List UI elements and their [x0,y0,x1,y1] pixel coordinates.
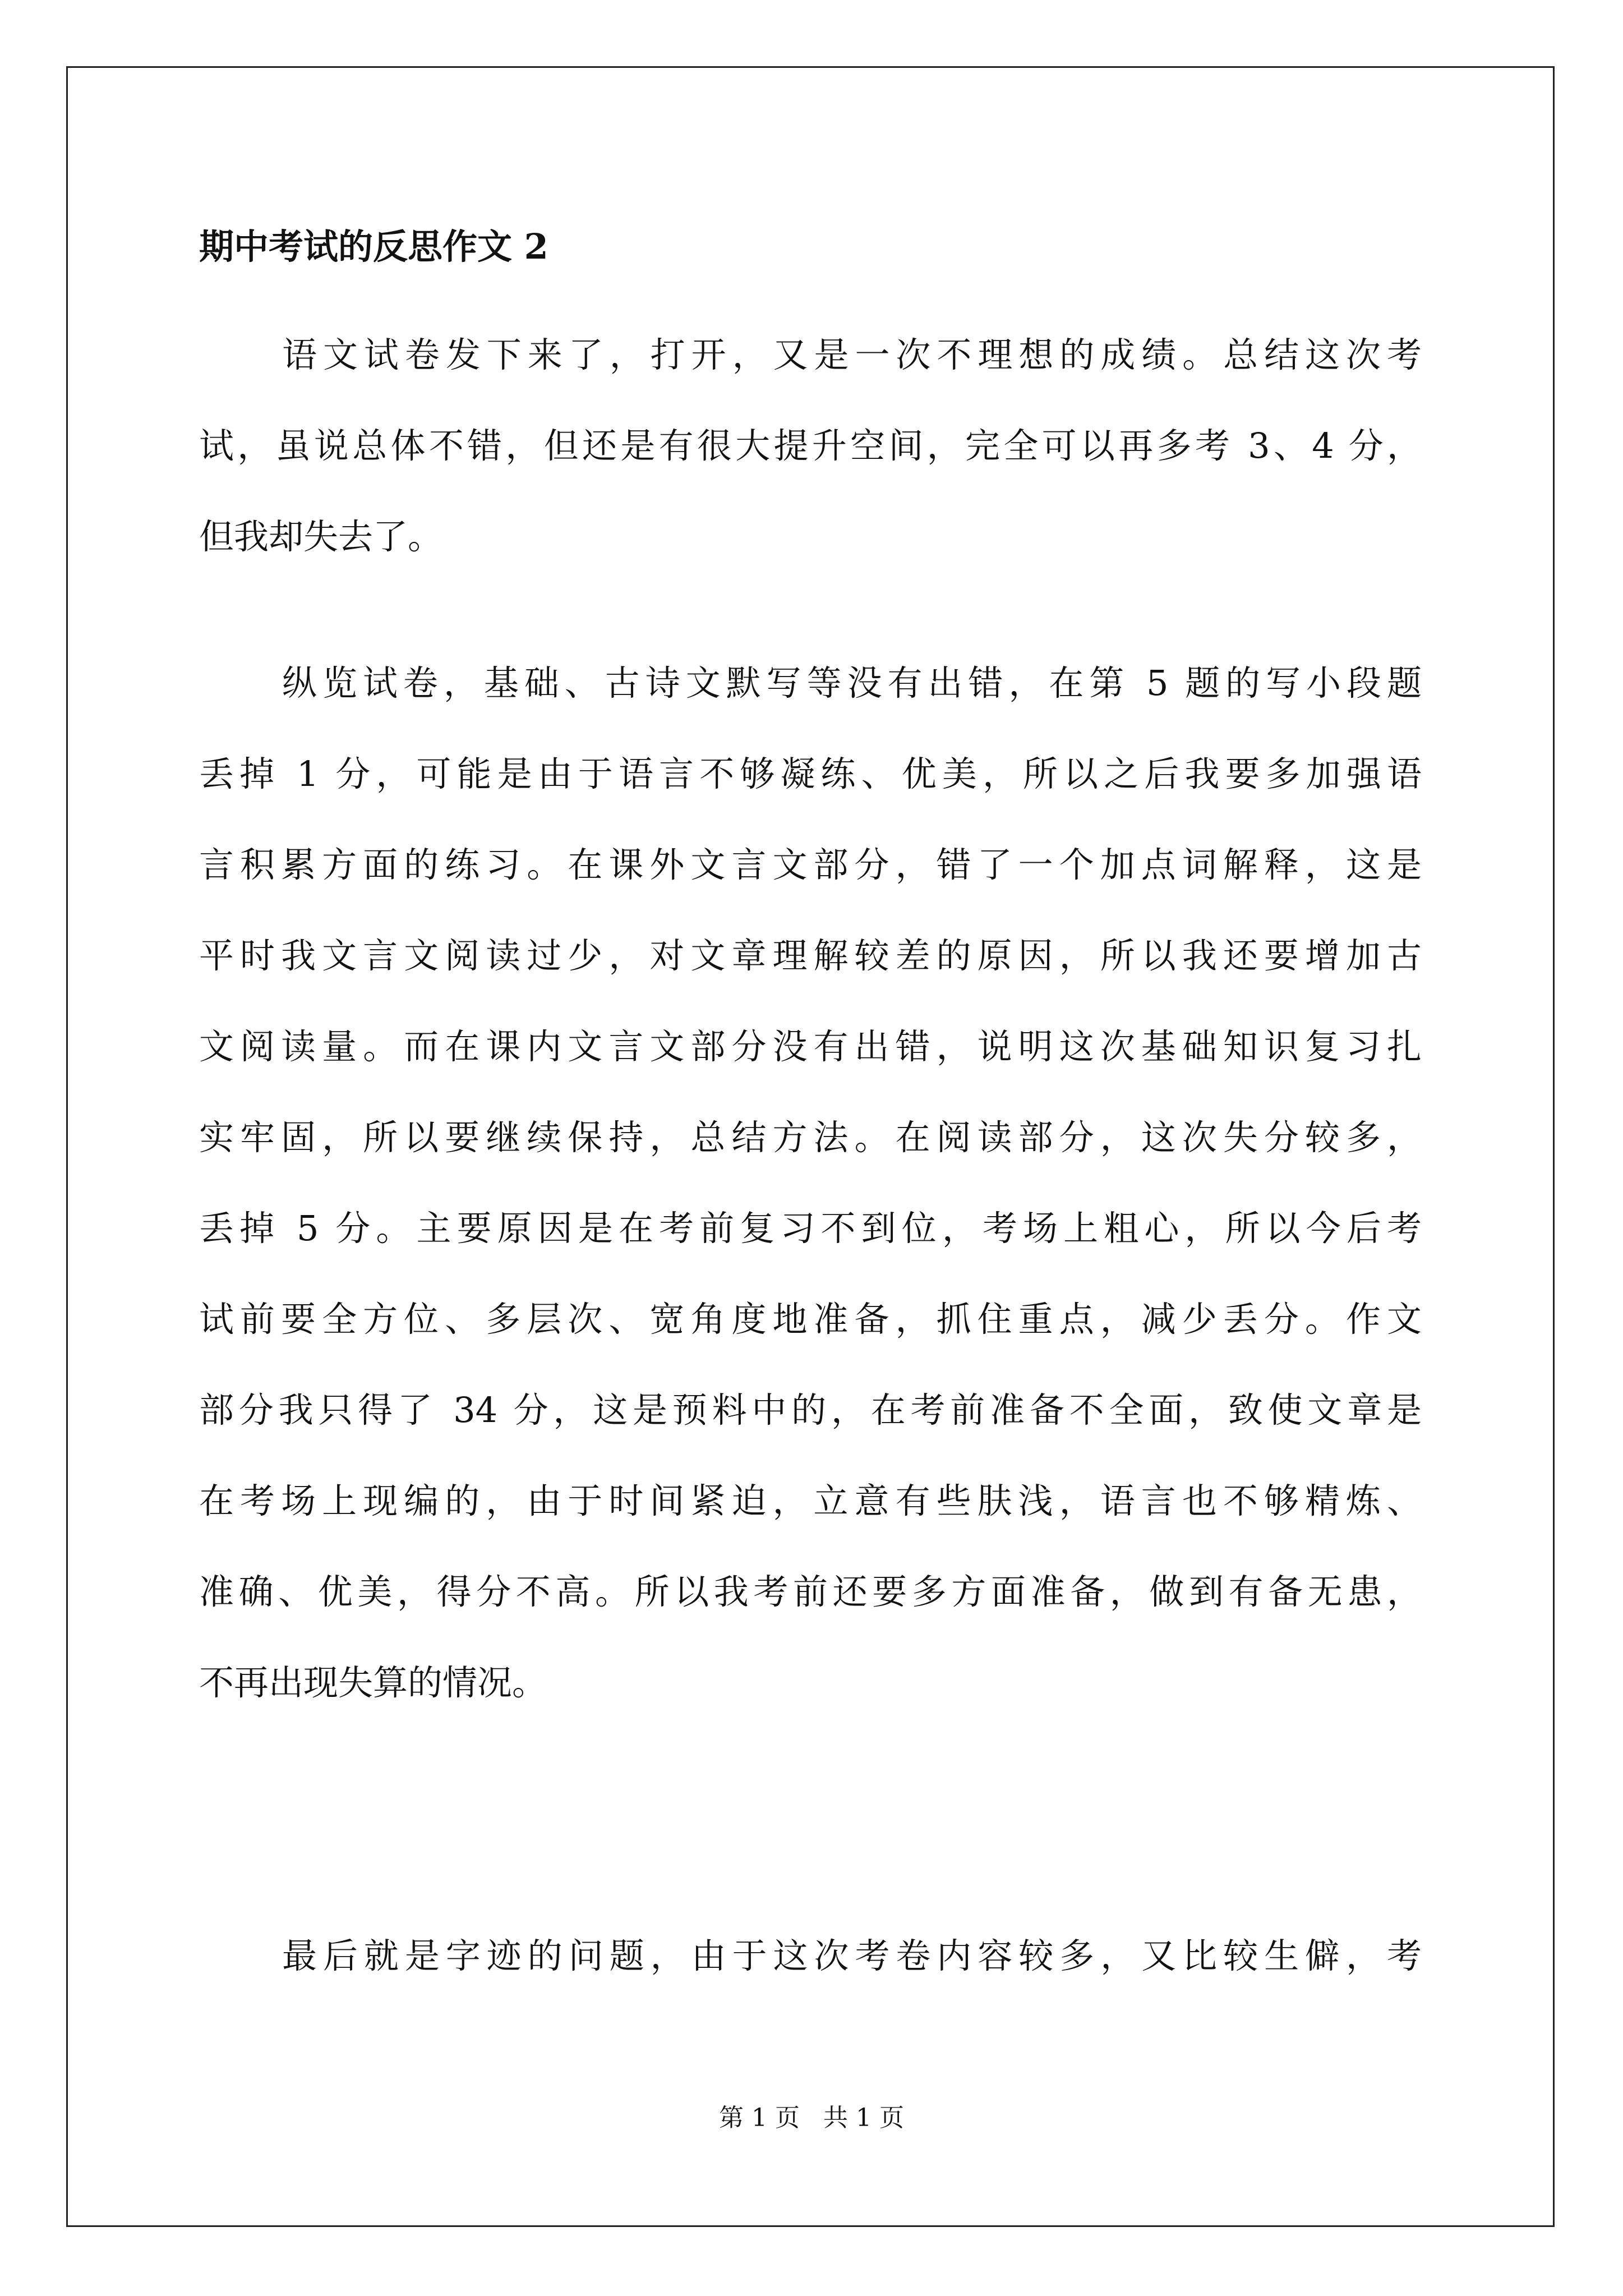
text-line: 试前要全方位、多层次、宽角度地准备，抓住重点，减少丢分。作文 [199,1299,1422,1340]
text-line: 准确、优美，得分不高。所以我考前还要多方面准备，做到有备无患， [199,1571,1422,1612]
page-footer: 第 1 页 共 1 页 [719,2104,904,2132]
document-title: 期中考试的反思作文 2 [199,226,548,267]
text-line: 但我却失去了。 [199,516,443,557]
text-line: 丢掉 1 分，可能是由于语言不够凝练、优美，所以之后我要多加强语 [199,753,1422,794]
paragraph-1 [199,310,1422,582]
text-line: 不再出现失算的情况。 [199,1662,547,1703]
text-line: 文阅读量。而在课内文言文部分没有出错，说明这次基础知识复习扎 [199,1026,1422,1067]
paragraph-2 [199,638,1422,1728]
text-line: 在考场上现编的，由于时间紧迫，立意有些肤浅，语言也不够精炼、 [199,1480,1422,1521]
text-line: 实牢固，所以要继续保持，总结方法。在阅读部分，这次失分较多， [199,1117,1422,1158]
text-line: 最后就是字迹的问题，由于这次考卷内容较多，又比较生僻，考 [282,1935,1422,1976]
text-line: 言积累方面的练习。在课外文言文部分，错了一个加点词解释，这是 [199,844,1422,885]
text-line: 平时我文言文阅读过少，对文章理解较差的原因，所以我还要增加古 [199,935,1422,976]
text-line: 丢掉 5 分。主要原因是在考前复习不到位，考场上粗心，所以今后考 [199,1208,1422,1249]
text-line: 语文试卷发下来了，打开，又是一次不理想的成绩。总结这次考 [282,334,1422,375]
paragraph-3 [199,1911,1422,2001]
text-line: 纵览试卷，基础、古诗文默写等没有出错，在第 5 题的写小段题 [282,662,1422,703]
text-line: 部分我只得了 34 分，这是预料中的，在考前准备不全面，致使文章是 [199,1389,1422,1430]
text-line: 试，虽说总体不错，但还是有很大提升空间，完全可以再多考 3、4 分， [199,425,1422,466]
